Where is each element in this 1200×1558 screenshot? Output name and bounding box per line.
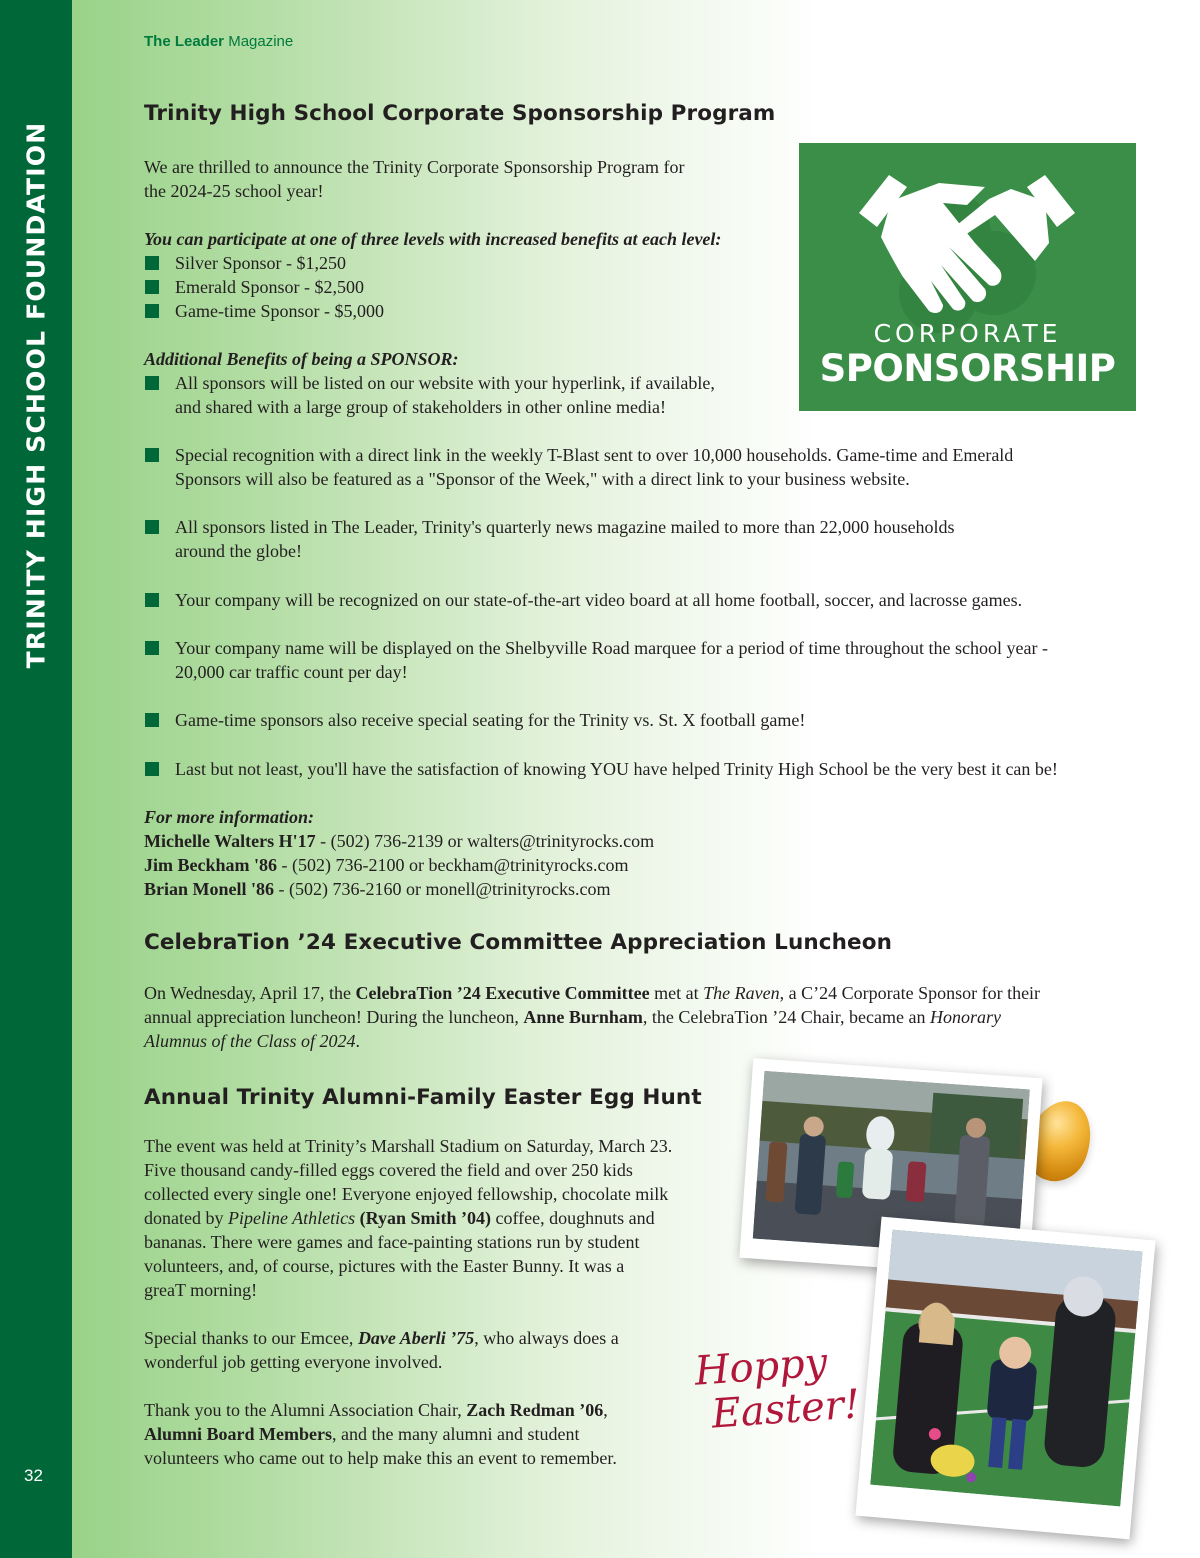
sponsorship-heading: Trinity High School Corporate Sponsorship Program	[144, 101, 776, 126]
egg-hunt-photo	[855, 1217, 1155, 1540]
sidebar	[0, 0, 72, 1558]
benefit-item: Your company will be recognized on our state-of-the-art video board at all home football, soccer, and lacrosse games.	[144, 588, 1022, 612]
bullet-square-icon	[145, 280, 159, 294]
corporate-sponsorship-logo	[799, 143, 1136, 411]
levels-heading: You can participate at one of three levels with increased benefits at each level:	[144, 229, 722, 249]
benefits-heading: Additional Benefits of being a SPONSOR:	[144, 349, 459, 369]
bullet-square-icon	[145, 593, 159, 607]
contact-heading: For more information:	[144, 807, 315, 827]
bullet-square-icon	[145, 520, 159, 534]
bullet-square-icon	[145, 376, 159, 390]
logo-line1: CORPORATE	[873, 319, 1062, 348]
level-item: Game-time Sponsor - $5,000	[144, 299, 384, 323]
benefit-item: Last but not least, you'll have the satisfaction of knowing YOU have helped Trinity High School be the very best it can be!	[144, 757, 1058, 781]
easter-heading: Annual Trinity Alumni-Family Easter Egg Hunt	[144, 1085, 702, 1110]
logo-line2: SPONSORSHIP	[819, 347, 1116, 390]
benefit-item: Special recognition with a direct link in the weekly T-Blast sent to over 10,000 households. Game-time and Emerald Sponsors will also be featured as a "Sponsor of the Week," with a direct link to your business website.	[144, 443, 1013, 491]
bullet-square-icon	[145, 713, 159, 727]
benefit-item: All sponsors listed in The Leader, Trinity's quarterly news magazine mailed to more than 22,000 households around the globe!	[144, 515, 955, 563]
contact-line: Michelle Walters H'17 - (502) 736-2139 or walters@trinityrocks.com	[144, 831, 655, 851]
bullet-square-icon	[145, 304, 159, 318]
emcee-paragraph: Special thanks to our Emcee, Dave Aberli ’75, who always does a wonderful job getting everyone involved.	[144, 1328, 619, 1372]
level-item: Emerald Sponsor - $2,500	[144, 275, 364, 299]
contact-line: Jim Beckham '86 - (502) 736-2100 or beckham@trinityrocks.com	[144, 855, 629, 875]
page-number: 32	[24, 1466, 43, 1485]
benefit-item: Your company name will be displayed on the Shelbyville Road marquee for a period of time throughout the school year - 20,000 car traffic count per day!	[144, 636, 1048, 684]
luncheon-paragraph: On Wednesday, April 17, the CelebraTion ’24 Executive Committee met at The Raven, a C’24 Corporate Sponsor for their annual appreciation luncheon! During the luncheon, Anne Burnham, the CelebraTion ’24 Chair, became an Honorary Alumnus of the Class of 2024.	[144, 983, 1041, 1051]
bullet-square-icon	[145, 762, 159, 776]
benefit-item: All sponsors will be listed on our website with your hyperlink, if available, and shared with a large group of stakeholders in other online media!	[144, 371, 715, 419]
bullet-square-icon	[145, 448, 159, 462]
bullet-square-icon	[145, 256, 159, 270]
masthead	[144, 33, 293, 50]
level-item: Silver Sponsor - $1,250	[144, 251, 346, 275]
masthead-section: Magazine	[228, 33, 294, 50]
masthead-brand: The Leader	[144, 33, 225, 50]
bullet-square-icon	[145, 641, 159, 655]
hoppy-easter-script: Hoppy Easter!	[693, 1339, 862, 1438]
sponsorship-intro: We are thrilled to announce the Trinity Corporate Sponsorship Program for the 2024-25 school year!	[144, 157, 685, 201]
contact-line: Brian Monell '86 - (502) 736-2160 or monell@trinityrocks.com	[144, 879, 611, 899]
sidebar-title: TRINITY HIGH SCHOOL FOUNDATION	[21, 121, 51, 669]
benefit-item: Game-time sponsors also receive special seating for the Trinity vs. St. X football game!	[144, 708, 805, 732]
luncheon-heading: CelebraTion ’24 Executive Committee Appreciation Luncheon	[144, 930, 892, 955]
egg-hunt-photo-image	[870, 1230, 1142, 1507]
thanks-paragraph: Thank you to the Alumni Association Chair, Zach Redman ’06, Alumni Board Members, and the many alumni and student volunteers who came out to help make this an event to remember.	[144, 1400, 617, 1468]
easter-paragraph: The event was held at Trinity’s Marshall Stadium on Saturday, March 23. Five thousand candy-filled eggs covered the field and over 250 kids collected every single one! Everyone enjoyed fellowship, chocolate milk donated by Pipeline Athletics (Ryan Smith ’04) coffee, doughnuts and bananas. There were games and face-painting stations run by student volunteers, and, of course, pictures with the Easter Bunny. It was a greaT morning!	[144, 1136, 673, 1300]
